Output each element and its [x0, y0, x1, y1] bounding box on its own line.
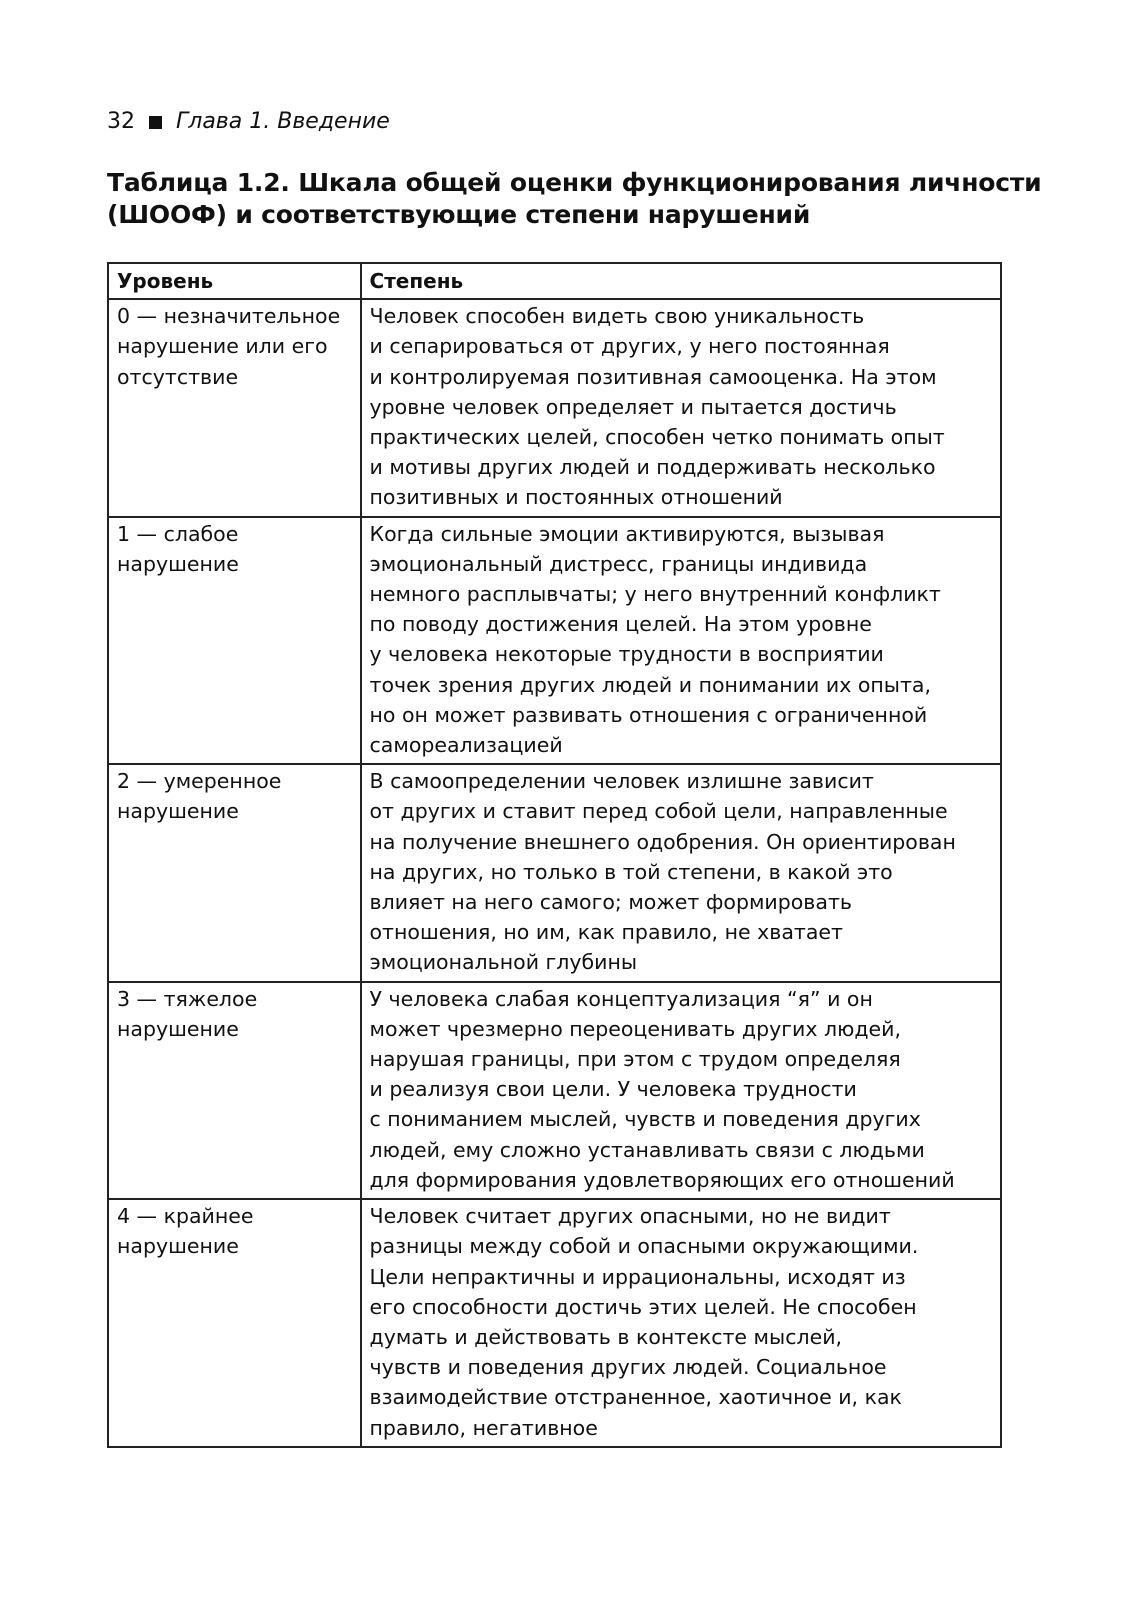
degree-line: нарушая границы, при этом с трудом определяя — [369, 1047, 901, 1072]
caption-line: (ШООФ) и соответствующие степени нарушений — [107, 200, 811, 229]
degree-cell — [361, 517, 1001, 765]
degree-line: и контролируемая позитивная самооценка. На этом — [369, 364, 937, 389]
degree-line: эмоциональной глубины — [369, 950, 638, 975]
square-bullet-icon — [149, 116, 162, 129]
level-line: нарушение или его — [117, 334, 328, 359]
degree-line: правило, негативное — [369, 1415, 598, 1440]
degree-line: и сепарироваться от других, у него постоянная — [369, 334, 890, 359]
level-line: нарушение — [117, 799, 239, 824]
degree-line: по поводу достижения целей. На этом уровне — [369, 612, 872, 637]
level-line: нарушение — [117, 551, 239, 576]
level-line: 3 — тяжелое — [117, 986, 258, 1011]
page-number: 32 — [107, 109, 135, 134]
level-line: 4 — крайнее — [117, 1204, 254, 1229]
degree-cell — [361, 764, 1001, 981]
level-line: отсутствие — [117, 364, 239, 389]
level-line: 0 — незначительное — [117, 304, 341, 329]
degree-line: практических целей, способен четко понимать опыт — [369, 425, 945, 450]
degree-line: и реализуя свои цели. У человека трудности — [369, 1077, 857, 1102]
degree-line: чувств и поведения других людей. Социальное — [369, 1355, 887, 1380]
table-row — [108, 517, 1001, 765]
degree-line: Цели непрактичны и иррациональны, исходят из — [369, 1264, 906, 1289]
level-cell — [108, 517, 361, 765]
degree-line: на получение внешнего одобрения. Он ориентирован — [369, 829, 956, 854]
degree-line: может чрезмерно переоценивать других людей, — [369, 1016, 901, 1041]
table-row — [108, 299, 1001, 516]
running-head — [107, 108, 390, 136]
level-line: нарушение — [117, 1234, 239, 1259]
degree-line: У человека слабая концептуализация “я” и он — [369, 986, 873, 1011]
degree-line: его способности достичь этих целей. Не способен — [369, 1294, 917, 1319]
table-row — [108, 982, 1001, 1199]
column-header-degree: Степень — [361, 263, 1001, 299]
level-cell — [108, 1199, 361, 1447]
degree-line: В самоопределении человек излишне зависит — [369, 769, 874, 794]
degree-line: самореализацией — [369, 733, 563, 758]
degree-cell — [361, 299, 1001, 516]
degree-cell — [361, 1199, 1001, 1447]
degree-line: немного расплывчаты; у него внутренний конфликт — [369, 582, 941, 607]
degree-line: разницы между собой и опасными окружающими. — [369, 1234, 919, 1259]
level-line: 2 — умеренное — [117, 769, 282, 794]
level-line: 1 — слабое — [117, 521, 239, 546]
degree-line: взаимодействие отстраненное, хаотичное и, как — [369, 1385, 902, 1410]
column-header-level: Уровень — [108, 263, 361, 299]
chapter-title: Глава 1. Введение — [176, 109, 390, 134]
degree-line: людей, ему сложно устанавливать связи с людьми — [369, 1137, 925, 1162]
degree-line: влияет на него самого; может формировать — [369, 890, 852, 915]
level-cell — [108, 982, 361, 1199]
degree-line: и мотивы других людей и поддерживать несколько — [369, 455, 936, 480]
level-cell — [108, 299, 361, 516]
table-caption — [107, 167, 1042, 231]
degree-line: позитивных и постоянных отношений — [369, 485, 783, 510]
degree-line: с пониманием мыслей, чувств и поведения других — [369, 1107, 921, 1132]
level-line: нарушение — [117, 1016, 239, 1041]
caption-line: Таблица 1.2. Шкала общей оценки функционирования личности — [107, 168, 1042, 197]
degree-line: Когда сильные эмоции активируются, вызывая — [369, 521, 885, 546]
table-header-row — [108, 263, 1001, 299]
degree-line: эмоциональный дистресс, границы индивида — [369, 551, 868, 576]
degree-line: но он может развивать отношения с ограниченной — [369, 702, 928, 727]
degree-line: уровне человек определяет и пытается достичь — [369, 394, 897, 419]
table-row — [108, 1199, 1001, 1447]
impairment-table — [107, 262, 1002, 1448]
degree-line: точек зрения других людей и понимании их опыта, — [369, 672, 931, 697]
degree-line: Человек способен видеть свою уникальность — [369, 304, 865, 329]
degree-line: у человека некоторые трудности в восприятии — [369, 642, 884, 667]
degree-line: для формирования удовлетворяющих его отношений — [369, 1167, 955, 1192]
degree-cell — [361, 982, 1001, 1199]
degree-line: от других и ставит перед собой цели, направленные — [369, 799, 948, 824]
table-body — [108, 299, 1001, 1447]
table-row — [108, 764, 1001, 981]
degree-line: на других, но только в той степени, в какой это — [369, 859, 893, 884]
degree-line: думать и действовать в контексте мыслей, — [369, 1324, 843, 1349]
degree-line: Человек считает других опасными, но не видит — [369, 1204, 891, 1229]
level-cell — [108, 764, 361, 981]
degree-line: отношения, но им, как правило, не хватает — [369, 920, 843, 945]
